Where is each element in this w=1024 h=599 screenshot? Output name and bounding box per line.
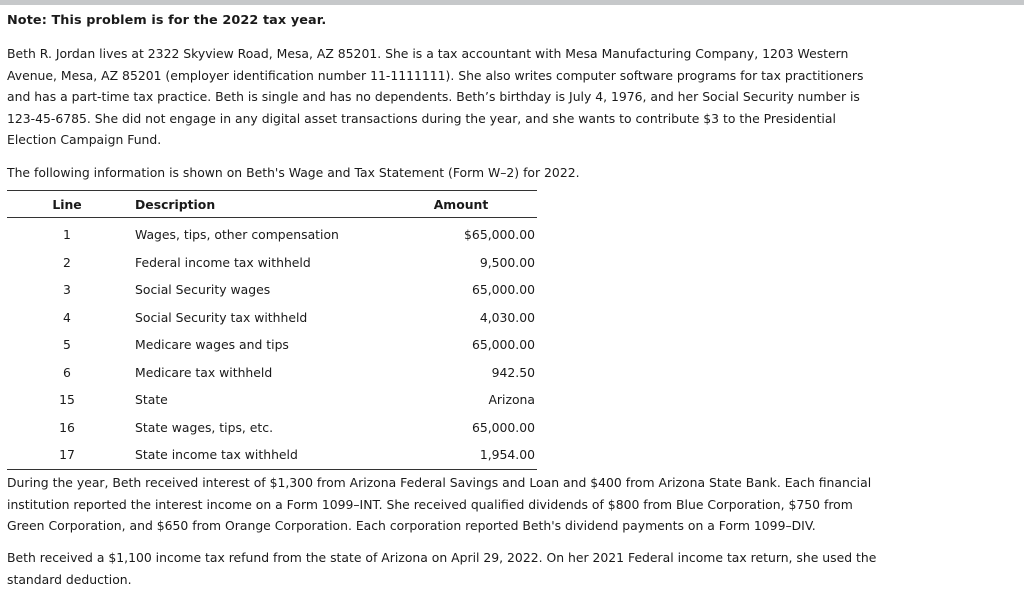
row-description: Federal income tax withheld (135, 254, 311, 270)
row-amount: Arizona (488, 392, 535, 408)
row-description: State wages, tips, etc. (135, 419, 274, 435)
row-amount: 65,000.00 (471, 419, 535, 435)
row-line: 5 (63, 337, 71, 353)
table-row (7, 386, 537, 414)
table-row (7, 414, 537, 442)
header-description: Description (127, 191, 385, 218)
row-description: Medicare tax withheld (135, 364, 273, 380)
row-line: 4 (63, 309, 71, 325)
row-line: 17 (59, 447, 75, 463)
top-border-bar (0, 0, 1024, 5)
table-row (7, 218, 537, 249)
w2-table (7, 190, 537, 470)
table-row (7, 441, 537, 469)
row-description: Wages, tips, other compensation (135, 227, 339, 243)
interest-dividends-paragraph: During the year, Beth received interest of $1,300 from Arizona Federal Savings and Loan and $400 from Arizona State Bank. Each financial institution reported the interest income on a Form 1099–INT. She received qualified dividends of $800 from Blue Corporation, $750 from Green Corporation, and $650 from Orange Corporation. Each corporation reported Beth's dividend payments on a Form 1099–DIV. (7, 475, 872, 533)
state-refund-paragraph: Beth received a $1,100 income tax refund from the state of Arizona on April 29, 2022. On her 2021 Federal income tax return, she used the standard deduction. (7, 550, 877, 587)
row-line: 6 (63, 364, 71, 380)
table-row (7, 276, 537, 304)
row-line: 2 (63, 254, 71, 270)
row-line: 15 (59, 392, 75, 408)
row-amount: $65,000.00 (464, 227, 535, 243)
row-amount: 942.50 (491, 364, 535, 380)
row-description: Medicare wages and tips (135, 337, 289, 353)
row-description: Social Security tax withheld (135, 309, 308, 325)
w2-intro-paragraph: The following information is shown on Beth's Wage and Tax Statement (Form W–2) for 2022. (7, 165, 580, 180)
row-line: 1 (63, 227, 71, 243)
header-amount: Amount (385, 191, 537, 218)
header-line: Line (7, 191, 127, 218)
intro-paragraph: Beth R. Jordan lives at 2322 Skyview Road, Mesa, AZ 85201. She is a tax accountant with Mesa Manufacturing Company, 1203 Western Avenue, Mesa, AZ 85201 (employer identification number 11-1111111). She also writes computer software programs for tax practitioners and has a part-time tax practice. Beth is single and has no dependents. Beth’s birthday is July 4, 1976, and her Social Security number is 123-45-6785. She did not engage in any digital asset transactions during the year, and she wants to contribute $3 to the Presidential Election Campaign Fund. (7, 46, 864, 147)
table-row (7, 359, 537, 387)
table-row (7, 304, 537, 332)
table-header-row (7, 191, 537, 218)
row-amount: 4,030.00 (479, 309, 535, 325)
row-description: State (135, 392, 168, 408)
row-line: 16 (59, 419, 75, 435)
problem-note: Note: This problem is for the 2022 tax year. (7, 13, 327, 28)
table-row (7, 331, 537, 359)
row-amount: 9,500.00 (479, 254, 535, 270)
row-amount: 1,954.00 (479, 447, 535, 463)
row-amount: 65,000.00 (471, 282, 535, 298)
row-line: 3 (63, 282, 71, 298)
row-amount: 65,000.00 (471, 337, 535, 353)
table-row (7, 249, 537, 277)
row-description: State income tax withheld (135, 447, 298, 463)
row-description: Social Security wages (135, 282, 271, 298)
